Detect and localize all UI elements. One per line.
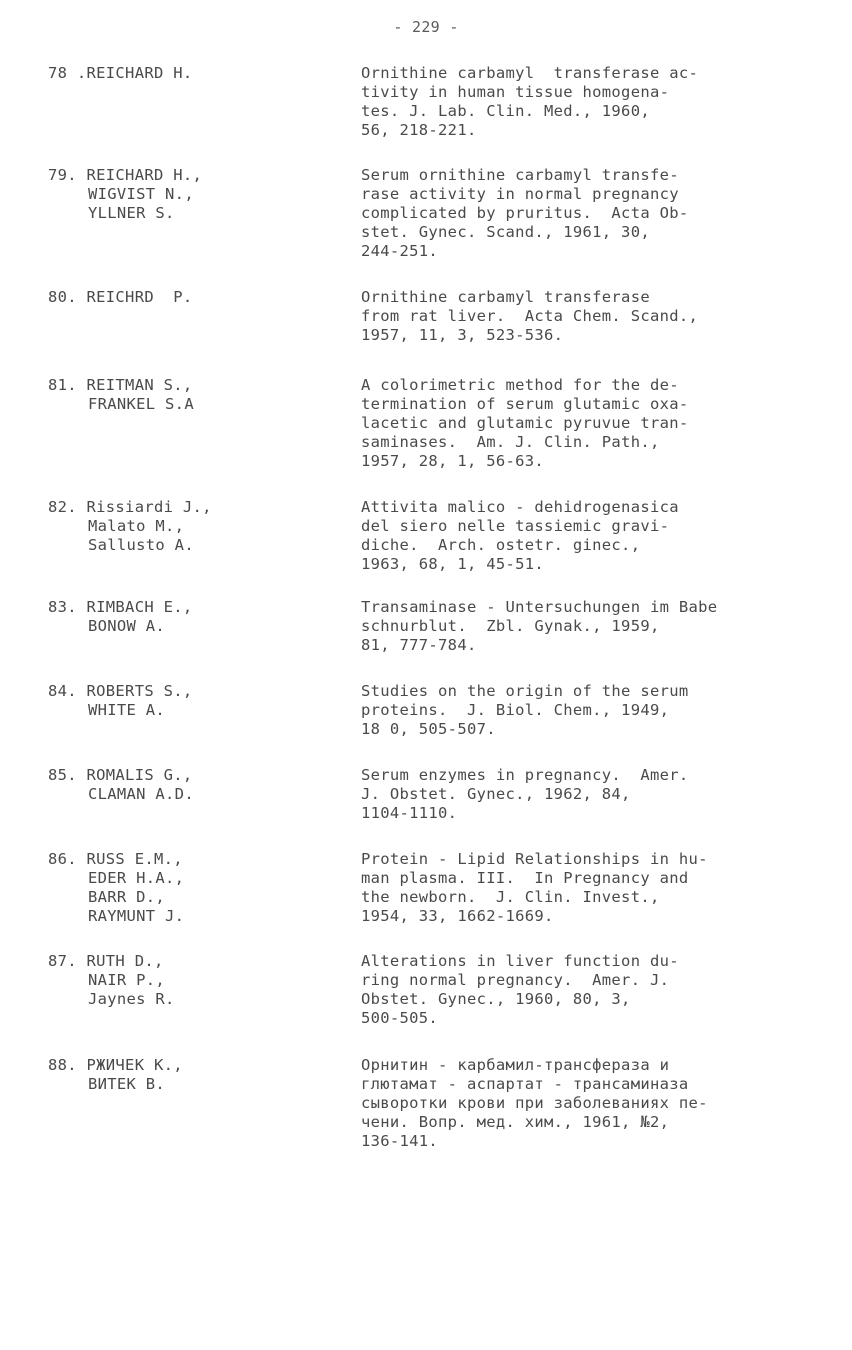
citation-line: Орнитин - карбамил-трансфераза и bbox=[361, 1056, 670, 1074]
entry-citation bbox=[361, 850, 821, 926]
author-name: РЖИЧЕК К., bbox=[86, 1056, 183, 1074]
entry-citation bbox=[361, 498, 821, 574]
entry-number: 81 bbox=[48, 376, 68, 394]
reference-entry bbox=[0, 952, 852, 1054]
entry-authors bbox=[48, 376, 348, 414]
citation-line: Serum enzymes in pregnancy. Amer. bbox=[361, 766, 689, 784]
author-name: RIMBACH E., bbox=[86, 598, 193, 616]
reference-entry bbox=[0, 376, 852, 496]
entry-citation bbox=[361, 166, 821, 261]
entry-number-separator: . bbox=[67, 288, 87, 306]
entry-number: 79 bbox=[48, 166, 68, 184]
author-name: FRANKEL S.A bbox=[88, 395, 194, 413]
entry-citation bbox=[361, 952, 821, 1028]
entry-number: 80 bbox=[48, 288, 68, 306]
citation-line: rase activity in normal pregnancy bbox=[361, 185, 679, 203]
entry-authors bbox=[48, 598, 348, 636]
citation-line: 1954, 33, 1662-1669. bbox=[361, 907, 554, 925]
page-number: - 229 - bbox=[393, 18, 459, 36]
author-name: YLLNER S. bbox=[88, 204, 175, 222]
citation-line: 56, 218-221. bbox=[361, 121, 477, 139]
author-name: ROMALIS G., bbox=[86, 766, 193, 784]
citation-line: 136-141. bbox=[361, 1132, 439, 1150]
author-name: ROBERTS S., bbox=[86, 682, 193, 700]
citation-line: Transaminase - Untersuchungen im Babe bbox=[361, 598, 718, 616]
entry-citation bbox=[361, 288, 821, 345]
entry-authors bbox=[48, 850, 348, 926]
citation-line: stet. Gynec. Scand., 1961, 30, bbox=[361, 223, 650, 241]
entry-authors bbox=[48, 166, 348, 223]
citation-line: глютамат - аспартат - трансаминаза bbox=[361, 1075, 689, 1093]
citation-line: saminases. Am. J. Clin. Path., bbox=[361, 433, 660, 451]
citation-line: 1957, 28, 1, 56-63. bbox=[361, 452, 545, 470]
citation-line: complicated by pruritus. Acta Ob- bbox=[361, 204, 689, 222]
entry-number-separator: . bbox=[67, 498, 87, 516]
reference-entry bbox=[0, 64, 852, 164]
entry-number-separator: . bbox=[67, 166, 87, 184]
citation-line: 18 0, 505-507. bbox=[361, 720, 496, 738]
entry-number: 84 bbox=[48, 682, 68, 700]
entry-authors bbox=[48, 682, 348, 720]
citation-line: Ornithine carbamyl transferase bbox=[361, 288, 650, 306]
author-name: RUSS E.M., bbox=[86, 850, 183, 868]
citation-line: Protein - Lipid Relationships in hu- bbox=[361, 850, 708, 868]
citation-line: 1957, 11, 3, 523-536. bbox=[361, 326, 564, 344]
entry-authors bbox=[48, 498, 348, 555]
citation-line: schnurblut. Zbl. Gynak., 1959, bbox=[361, 617, 660, 635]
reference-entry bbox=[0, 166, 852, 286]
author-name: BONOW A. bbox=[88, 617, 166, 635]
author-name: WIGVIST N., bbox=[88, 185, 194, 203]
entry-authors bbox=[48, 288, 348, 307]
citation-line: Ornithine carbamyl transferase ac- bbox=[361, 64, 699, 82]
reference-entry bbox=[0, 850, 852, 950]
entry-number-separator: . bbox=[67, 376, 87, 394]
reference-entry bbox=[0, 1056, 852, 1176]
entry-authors bbox=[48, 766, 348, 804]
reference-entry bbox=[0, 288, 852, 374]
entry-authors bbox=[48, 64, 348, 83]
author-name: CLAMAN A.D. bbox=[88, 785, 194, 803]
citation-line: diche. Arch. ostetr. ginec., bbox=[361, 536, 641, 554]
author-name: EDER H.A., bbox=[88, 869, 185, 887]
author-name: Rissiardi J., bbox=[86, 498, 212, 516]
citation-line: J. Obstet. Gynec., 1962, 84, bbox=[361, 785, 631, 803]
citation-line: 500-505. bbox=[361, 1009, 439, 1027]
citation-line: Alterations in liver function du- bbox=[361, 952, 679, 970]
author-name: RAYMUNT J. bbox=[88, 907, 185, 925]
author-name: Jaynes R. bbox=[88, 990, 175, 1008]
citation-line: tes. J. Lab. Clin. Med., 1960, bbox=[361, 102, 650, 120]
entry-citation bbox=[361, 376, 821, 471]
entry-number-separator: . bbox=[67, 850, 87, 868]
author-name: REITMAN S., bbox=[86, 376, 193, 394]
citation-line: termination of serum glutamic oxa- bbox=[361, 395, 689, 413]
entry-number-separator: . bbox=[67, 766, 87, 784]
author-name: Malato M., bbox=[88, 517, 185, 535]
citation-line: Attivita malico - dehidrogenasica bbox=[361, 498, 679, 516]
author-name: RUTH D., bbox=[86, 952, 164, 970]
citation-line: 244-251. bbox=[361, 242, 439, 260]
reference-entry bbox=[0, 682, 852, 764]
entry-number: 78 bbox=[48, 64, 68, 82]
citation-line: A colorimetric method for the de- bbox=[361, 376, 679, 394]
citation-line: чени. Вопр. мед. хим., 1961, №2, bbox=[361, 1113, 670, 1131]
reference-entry bbox=[0, 498, 852, 596]
entry-number: 86 bbox=[48, 850, 68, 868]
citation-line: Obstet. Gynec., 1960, 80, 3, bbox=[361, 990, 631, 1008]
entry-citation bbox=[361, 64, 821, 140]
citation-line: tivity in human tissue homogena- bbox=[361, 83, 670, 101]
entry-authors bbox=[48, 1056, 348, 1094]
citation-line: Studies on the origin of the serum bbox=[361, 682, 689, 700]
author-name: BARR D., bbox=[88, 888, 166, 906]
entry-citation bbox=[361, 682, 821, 739]
citation-line: proteins. J. Biol. Chem., 1949, bbox=[361, 701, 670, 719]
entry-number: 88 bbox=[48, 1056, 68, 1074]
citation-line: Serum ornithine carbamyl transfe- bbox=[361, 166, 679, 184]
author-name: REICHARD H. bbox=[86, 64, 193, 82]
citation-line: 81, 777-784. bbox=[361, 636, 477, 654]
entry-number-separator: . bbox=[67, 952, 87, 970]
entry-number: 85 bbox=[48, 766, 68, 784]
citation-line: from rat liver. Acta Chem. Scand., bbox=[361, 307, 699, 325]
citation-line: 1104-1110. bbox=[361, 804, 458, 822]
entry-number-separator: . bbox=[67, 64, 87, 82]
entry-authors bbox=[48, 952, 348, 1009]
author-name: REICHARD H., bbox=[86, 166, 203, 184]
entry-number-separator: . bbox=[67, 682, 87, 700]
author-name: ВИТЕК В. bbox=[88, 1075, 166, 1093]
author-name: REICHRD P. bbox=[86, 288, 193, 306]
author-name: Sallusto A. bbox=[88, 536, 194, 554]
citation-line: the newborn. J. Clin. Invest., bbox=[361, 888, 660, 906]
entry-number-separator: . bbox=[67, 598, 87, 616]
citation-line: сыворотки крови при заболеваниях пе- bbox=[361, 1094, 708, 1112]
entry-number: 82 bbox=[48, 498, 68, 516]
entry-citation bbox=[361, 598, 821, 655]
author-name: WHITE A. bbox=[88, 701, 166, 719]
entry-citation bbox=[361, 1056, 821, 1151]
citation-line: del siero nelle tassiemic gravi- bbox=[361, 517, 670, 535]
reference-entry bbox=[0, 598, 852, 680]
entry-number: 87 bbox=[48, 952, 68, 970]
citation-line: man plasma. III. In Pregnancy and bbox=[361, 869, 689, 887]
citation-line: 1963, 68, 1, 45-51. bbox=[361, 555, 545, 573]
entry-number: 83 bbox=[48, 598, 68, 616]
reference-entry bbox=[0, 766, 852, 848]
entry-number-separator: . bbox=[67, 1056, 87, 1074]
citation-line: lacetic and glutamic pyruvue tran- bbox=[361, 414, 689, 432]
citation-line: ring normal pregnancy. Amer. J. bbox=[361, 971, 670, 989]
author-name: NAIR P., bbox=[88, 971, 166, 989]
entry-citation bbox=[361, 766, 821, 823]
